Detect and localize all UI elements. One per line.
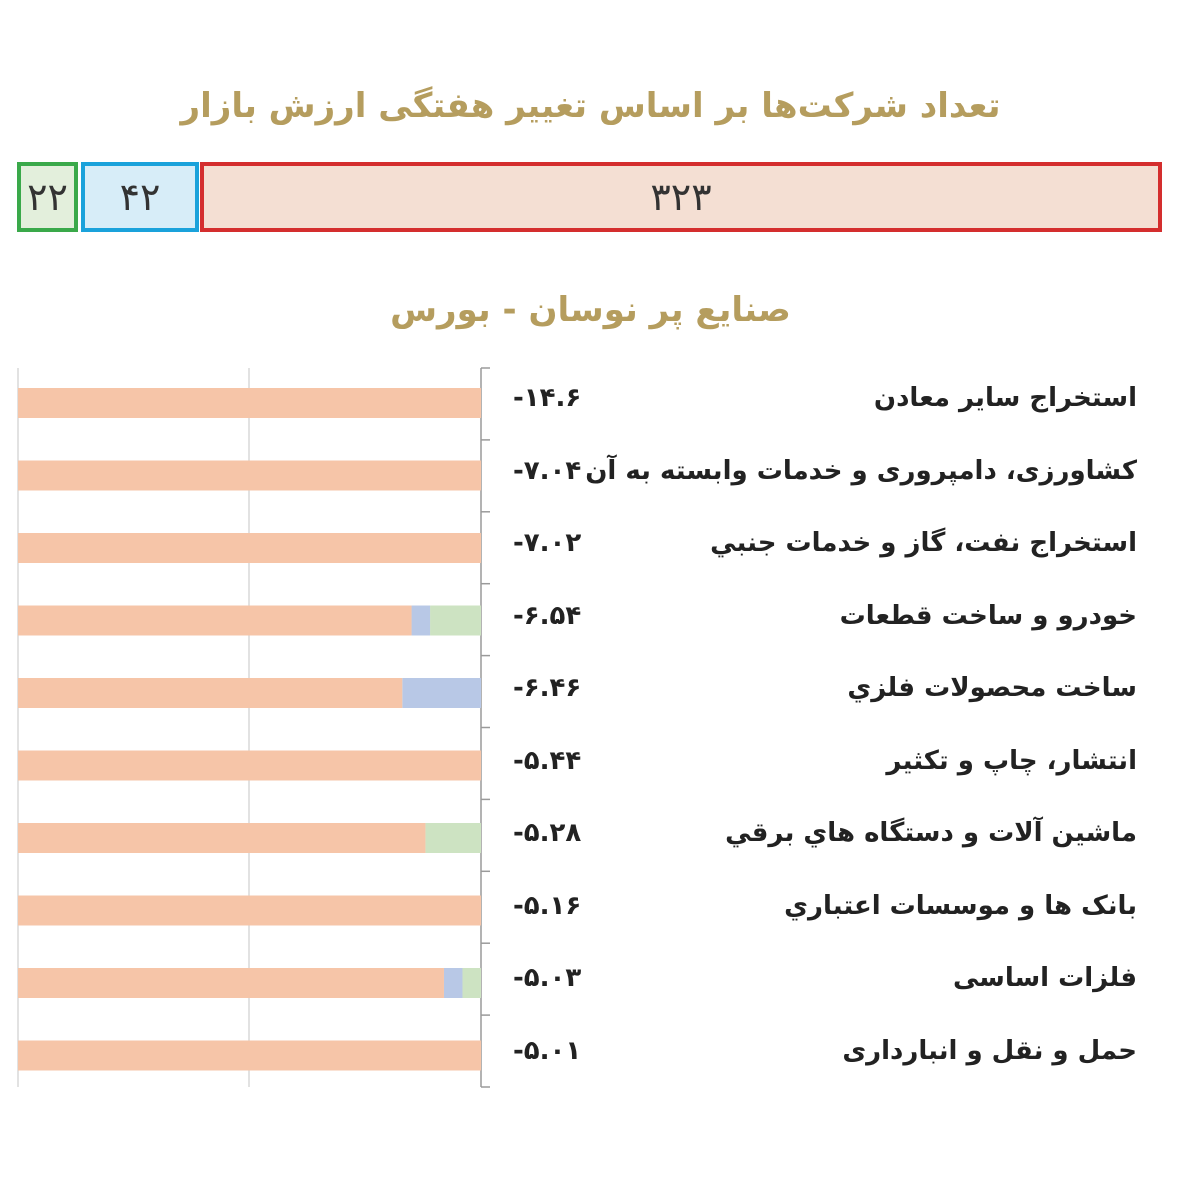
count-falling: ۳۲۳ [650, 175, 712, 219]
count-box-falling [200, 162, 1162, 232]
bar-segment [462, 968, 481, 998]
bar-segment [18, 823, 425, 853]
category-label: خودرو و ساخت قطعات [839, 600, 1137, 631]
bar-segment [402, 678, 481, 708]
value-label: -۷.۰۲ [513, 528, 582, 558]
value-label: -۱۴.۶ [513, 383, 582, 413]
category-label: کشاورزی، دامپروری و خدمات وابسته به آن [585, 455, 1137, 486]
count-unchanged: ۴۲ [119, 175, 161, 219]
bar-segment [18, 896, 481, 926]
category-label: بانک ها و موسسات اعتباري [784, 890, 1137, 921]
category-label: ماشين آلات و دستگاه هاي برقي [725, 818, 1137, 848]
bar-chart [0, 360, 490, 1100]
category-label: استخراج نفت، گاز و خدمات جنبي [710, 528, 1137, 558]
category-label: استخراج ساير معادن [873, 383, 1137, 413]
bar-segment [444, 968, 463, 998]
count-title: تعداد شرکت‌ها بر اساس تغییر هفتگی ارزش بازار [180, 86, 1001, 126]
bar-segment [425, 823, 481, 853]
category-label: انتشار، چاپ و تکثير [886, 745, 1137, 776]
bar-segment [18, 606, 412, 636]
value-label: -۵.۰۱ [513, 1035, 582, 1066]
bar-segment [18, 388, 481, 418]
value-label: -۵.۰۳ [513, 963, 582, 993]
count-box-rising [17, 162, 78, 232]
category-label: حمل و نقل و انبارداری [842, 1035, 1137, 1066]
category-label: ساخت محصولات فلزي [847, 673, 1137, 703]
value-label: -۶.۵۴ [513, 600, 582, 631]
value-label: -۶.۴۶ [513, 673, 582, 703]
chart-title: صنایع پر نوسان - بورس [390, 290, 791, 330]
bar-segment [430, 606, 481, 636]
bar-segment [18, 1041, 481, 1071]
count-rising: ۲۲ [27, 175, 68, 219]
bar-segment [18, 533, 481, 563]
value-label: -۵.۱۶ [513, 890, 582, 921]
value-label: -۷.۰۴ [513, 455, 582, 486]
bar-segment [18, 968, 444, 998]
bar-segment [18, 678, 402, 708]
count-box-unchanged [81, 162, 199, 232]
bar-segment [18, 751, 481, 781]
bar-segment [18, 461, 481, 491]
category-label: فلزات اساسی [952, 963, 1137, 993]
value-label: -۵.۲۸ [513, 818, 582, 848]
bar-segment [412, 606, 431, 636]
value-label: -۵.۴۴ [513, 745, 582, 776]
